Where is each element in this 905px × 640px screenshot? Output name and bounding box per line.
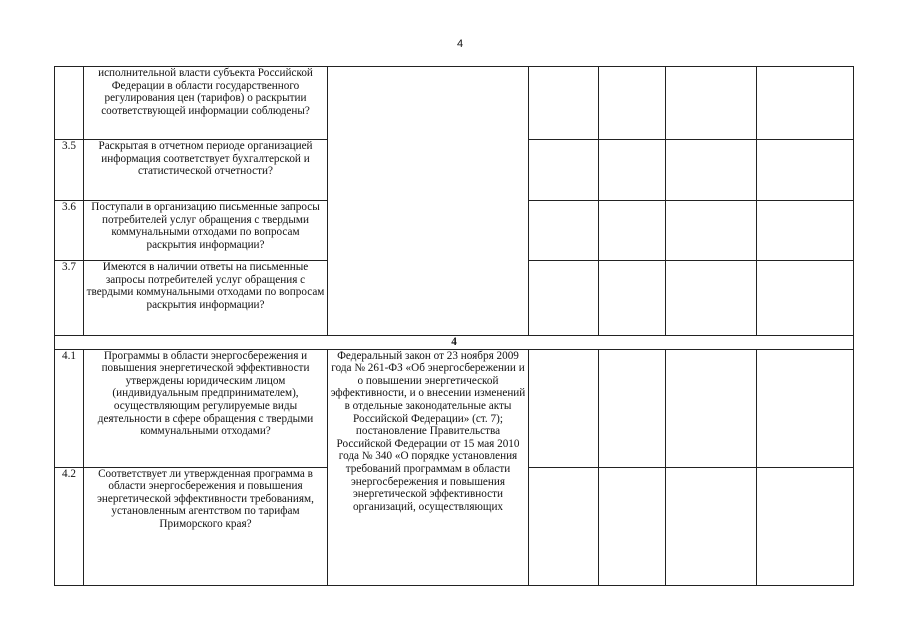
section-header-row bbox=[55, 336, 854, 350]
note-cell[interactable] bbox=[757, 349, 854, 467]
answer-no-cell[interactable] bbox=[599, 467, 666, 585]
note-cell[interactable] bbox=[757, 140, 854, 201]
question-cell: Программы в области энергосбережения и повышения энергетической эффективности утверждены юридическим лицом (индивидуальным предпринимателем), осуществляющим регулируемые виды деятельности в сфере обращения с твердыми коммунальными отходами? bbox=[84, 349, 328, 467]
answer-na-cell[interactable] bbox=[666, 201, 757, 261]
answer-yes-cell[interactable] bbox=[529, 349, 599, 467]
note-cell[interactable] bbox=[757, 201, 854, 261]
question-cell: Имеются в наличии ответы на письменные запросы потребителей услуг обращения с твердыми коммунальными отходами по вопросам раскрытия информации? bbox=[84, 261, 328, 336]
answer-yes-cell[interactable] bbox=[529, 261, 599, 336]
answer-no-cell[interactable] bbox=[599, 67, 666, 140]
basis-cell bbox=[328, 67, 529, 336]
answer-yes-cell[interactable] bbox=[529, 140, 599, 201]
answer-no-cell[interactable] bbox=[599, 349, 666, 467]
answer-na-cell[interactable] bbox=[666, 467, 757, 585]
question-cell: Соответствует ли утвержденная программа в области энергосбережения и повышения энергетической эффективности требованиям, установленным агентством по тарифам Приморского края? bbox=[84, 467, 328, 585]
question-cell: исполнительной власти субъекта Российской Федерации в области государственного регулирования цен (тарифов) о раскрытии соответствующей информации соблюдены? bbox=[84, 67, 328, 140]
answer-no-cell[interactable] bbox=[599, 201, 666, 261]
answer-na-cell[interactable] bbox=[666, 140, 757, 201]
answer-yes-cell[interactable] bbox=[529, 467, 599, 585]
question-cell: Раскрытая в отчетном периоде организацией информация соответствует бухгалтерской и статистической отчетности? bbox=[84, 140, 328, 201]
note-cell[interactable] bbox=[757, 261, 854, 336]
answer-na-cell[interactable] bbox=[666, 67, 757, 140]
row-number: 4.1 bbox=[55, 349, 84, 467]
answer-no-cell[interactable] bbox=[599, 261, 666, 336]
row-number bbox=[55, 67, 84, 140]
basis-cell: Федеральный закон от 23 ноября 2009 года № 261-ФЗ «Об энергосбережении и о повышении энергетической эффективности, и о внесении изменений в отдельные законодательные акты Российской Федерации» (ст. 7); постановление Правительства Российской Федерации от 15 мая 2010 года № 340 «О порядке установления требований программам в области энергосбережения и повышения энергетической эффективности организаций, осуществляющих bbox=[328, 349, 529, 585]
page-number: 4 bbox=[456, 38, 464, 50]
table-row bbox=[55, 349, 854, 467]
note-cell[interactable] bbox=[757, 67, 854, 140]
row-number: 3.6 bbox=[55, 201, 84, 261]
table-row bbox=[55, 67, 854, 140]
row-number: 3.5 bbox=[55, 140, 84, 201]
note-cell[interactable] bbox=[757, 467, 854, 585]
answer-yes-cell[interactable] bbox=[529, 67, 599, 140]
checklist-table bbox=[54, 66, 854, 586]
row-number: 4.2 bbox=[55, 467, 84, 585]
answer-no-cell[interactable] bbox=[599, 140, 666, 201]
question-cell: Поступали в организацию письменные запросы потребителей услуг обращения с твердыми коммунальными отходами по вопросам раскрытия информации? bbox=[84, 201, 328, 261]
row-number: 3.7 bbox=[55, 261, 84, 336]
answer-yes-cell[interactable] bbox=[529, 201, 599, 261]
section-number: 4 bbox=[55, 336, 854, 350]
answer-na-cell[interactable] bbox=[666, 349, 757, 467]
answer-na-cell[interactable] bbox=[666, 261, 757, 336]
